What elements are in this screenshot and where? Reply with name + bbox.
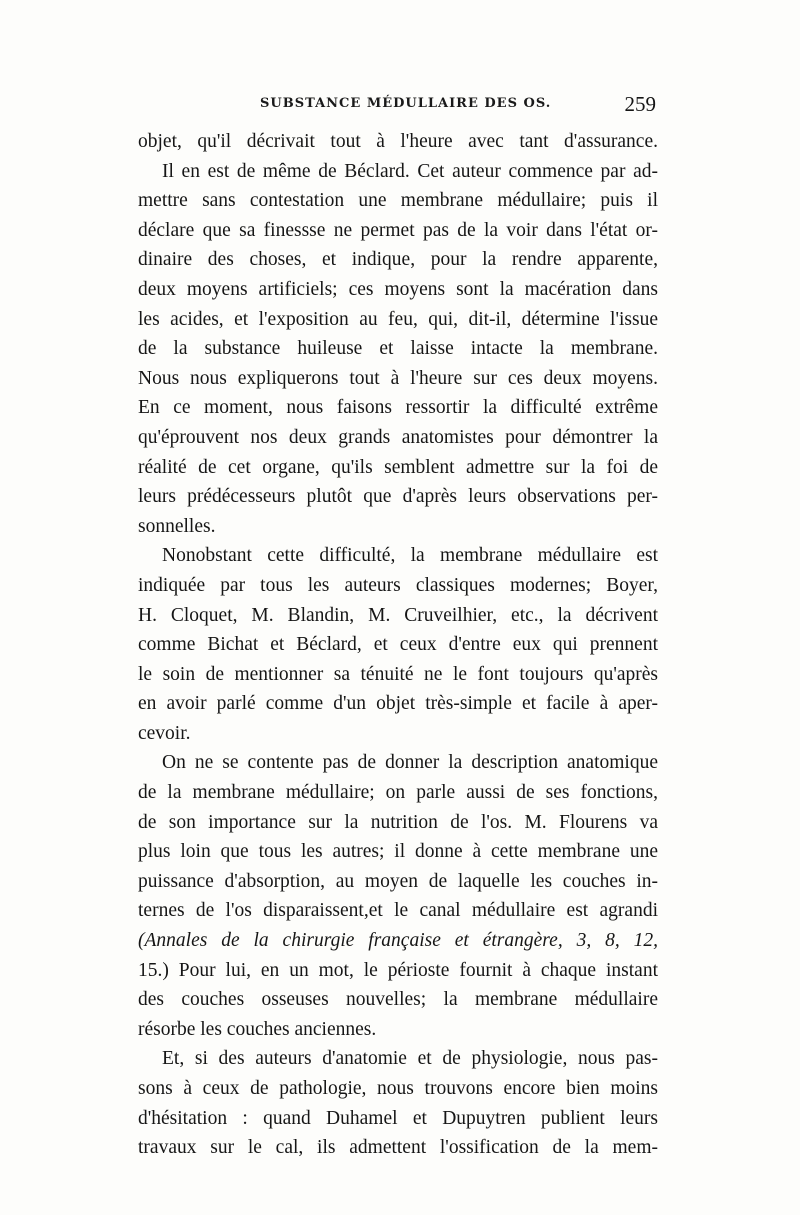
text-line: en avoir parlé comme d'un objet très-simple et facile à aper-: [138, 693, 658, 715]
text-line: Nonobstant cette difficulté, la membrane médullaire est: [162, 545, 658, 567]
text-line: (Annales de la chirurgie française et étrangère, 3, 8, 12,: [138, 930, 658, 952]
page-number: 259: [624, 92, 656, 116]
running-head: SUBSTANCE MÉDULLAIRE DES OS.: [260, 96, 552, 111]
text-line: Il en est de même de Béclard. Cet auteur commence par ad-: [162, 160, 658, 182]
text-line: le soin de mentionner sa ténuité ne le font toujours qu'après: [138, 663, 658, 685]
text-line: H. Cloquet, M. Blandin, M. Cruveilhier, etc., la décrivent: [138, 604, 658, 626]
text-line: On ne se contente pas de donner la description anatomique: [162, 752, 658, 774]
text-line: travaux sur le cal, ils admettent l'ossification de la mem-: [138, 1137, 658, 1159]
text-line: résorbe les couches anciennes.: [138, 1018, 377, 1040]
text-line: deux moyens artificiels; ces moyens sont la macération dans: [138, 278, 658, 300]
text-line: réalité de cet organe, qu'ils semblent admettre sur la foi de: [138, 456, 658, 478]
text-line: puissance d'absorption, au moyen de laquelle les couches in-: [138, 870, 658, 892]
text-line: dinaire des choses, et indique, pour la rendre apparente,: [138, 249, 658, 271]
text-line: indiquée par tous les auteurs classiques modernes; Boyer,: [138, 574, 658, 596]
text-line: Nous nous expliquerons tout à l'heure sur ces deux moyens.: [138, 367, 658, 389]
text-line: sons à ceux de pathologie, nous trouvons encore bien moins: [138, 1078, 658, 1099]
text-line: déclare que sa finessse ne permet pas de la voir dans l'état or-: [138, 219, 658, 241]
text-line: comme Bichat et Béclard, et ceux d'entre eux qui prennent: [138, 634, 658, 656]
text-line: de la membrane médullaire; on parle aussi de ses fonctions,: [138, 782, 658, 804]
text-line: de la substance huileuse et laisse intacte la membrane.: [138, 338, 658, 360]
text-line: plus loin que tous les autres; il donne à cette membrane une: [138, 841, 658, 863]
text-line: leurs prédécesseurs plutôt que d'après leurs observations per-: [138, 486, 658, 508]
text-line: qu'éprouvent nos deux grands anatomistes pour démontrer la: [138, 426, 658, 448]
text-line: sonnelles.: [138, 515, 216, 537]
text-line: En ce moment, nous faisons ressortir la difficulté extrême: [138, 397, 658, 419]
text-line: les acides, et l'exposition au feu, qui, dit-il, détermine l'issue: [138, 308, 658, 330]
text-line: objet, qu'il décrivait tout à l'heure avec tant d'assurance.: [138, 131, 658, 152]
page-header: [138, 92, 658, 120]
text-line: d'hésitation : quand Duhamel et Dupuytren publient leurs: [138, 1107, 658, 1129]
text-line: des couches osseuses nouvelles; la membrane médullaire: [138, 989, 658, 1011]
text-line: mettre sans contestation une membrane médullaire; puis il: [138, 190, 658, 212]
text-line: cevoir.: [138, 722, 191, 744]
text-line: Et, si des auteurs d'anatomie et de physiologie, nous pas-: [162, 1048, 658, 1070]
body-text: [138, 127, 658, 1163]
text-line: ternes de l'os disparaissent,et le canal médullaire est agrandi: [138, 900, 658, 922]
text-line: 15.) Pour lui, en un mot, le périoste fournit à chaque instant: [138, 959, 658, 981]
text-line: de son importance sur la nutrition de l'os. M. Flourens va: [138, 811, 658, 833]
